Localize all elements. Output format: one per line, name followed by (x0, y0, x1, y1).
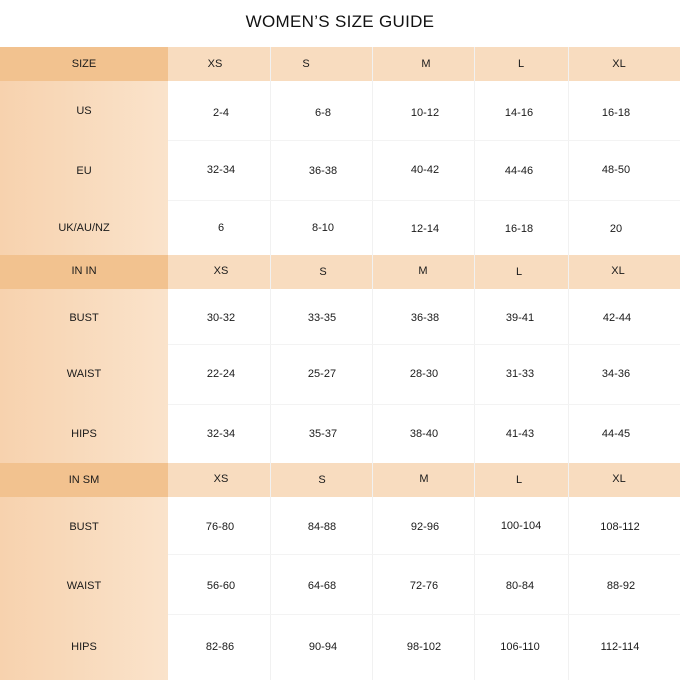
table-cell: 30-32 (206, 312, 236, 324)
column-header: S (318, 474, 326, 486)
table-cell: 14-16 (504, 107, 534, 119)
table-cell: 48-50 (601, 164, 631, 176)
table-cell: 90-94 (308, 641, 338, 653)
section-header-label: IN SM (68, 474, 100, 486)
row-label: EU (76, 165, 92, 177)
table-cell: 16-18 (601, 107, 631, 119)
table-cell: 82-86 (205, 641, 235, 653)
table-cell: 84-88 (307, 521, 337, 533)
table-cell: 8-10 (311, 222, 335, 234)
column-header: XL (612, 473, 626, 485)
table-cell: 22-24 (206, 368, 236, 380)
column-header: M (421, 58, 431, 70)
grid-line (168, 200, 680, 201)
row-label: WAIST (66, 580, 102, 592)
table-cell: 76-80 (205, 521, 235, 533)
grid-line (168, 344, 680, 345)
table-cell: 108-112 (600, 521, 640, 533)
grid-line (270, 47, 271, 680)
table-cell: 39-41 (505, 312, 535, 324)
table-cell: 6 (217, 222, 225, 234)
table-cell: 34-36 (601, 368, 631, 380)
table-cell: 72-76 (409, 580, 439, 592)
column-header: L (515, 474, 523, 486)
table-cell: 100-104 (500, 520, 542, 532)
grid-line (568, 47, 569, 680)
column-header: XS (213, 473, 229, 485)
section-header-label: SIZE (71, 58, 97, 70)
row-label: HIPS (71, 641, 97, 653)
grid-line (168, 614, 680, 615)
grid-line (372, 47, 373, 680)
section-header-label: IN IN (71, 265, 97, 277)
table-cell: 80-84 (505, 580, 535, 592)
column-header: L (515, 266, 523, 278)
row-label: HIPS (71, 428, 97, 440)
table-cell: 106-110 (500, 641, 540, 653)
table-cell: 42-44 (602, 312, 632, 324)
column-header: XL (611, 265, 625, 277)
row-label: BUST (69, 521, 99, 533)
table-cell: 41-43 (505, 428, 535, 440)
column-header: S (319, 266, 327, 278)
column-header: XS (207, 58, 223, 70)
table-cell: 44-46 (504, 165, 534, 177)
table-cell: 36-38 (410, 312, 440, 324)
table-cell: 33-35 (307, 312, 337, 324)
page-title: WOMEN’S SIZE GUIDE (245, 12, 435, 31)
table-cell: 64-68 (307, 580, 337, 592)
column-header: XS (213, 265, 229, 277)
table-cell: 20 (609, 223, 623, 235)
table-cell: 98-102 (406, 641, 442, 653)
table-cell: 25-27 (307, 368, 337, 380)
grid-line (474, 47, 475, 680)
column-header: M (418, 265, 428, 277)
column-header: XL (612, 58, 626, 70)
table-cell: 2-4 (213, 107, 229, 119)
grid-line (168, 404, 680, 405)
table-cell: 88-92 (606, 580, 636, 592)
table-cell: 38-40 (409, 428, 439, 440)
column-header: L (517, 58, 525, 70)
column-header: S (302, 58, 310, 70)
table-cell: 36-38 (308, 165, 338, 177)
column-header: M (419, 473, 429, 485)
table-cell: 112-114 (600, 641, 640, 653)
table-cell: 35-37 (308, 428, 338, 440)
table-cell: 31-33 (505, 368, 535, 380)
table-cell: 16-18 (504, 223, 534, 235)
table-cell: 44-45 (601, 428, 631, 440)
table-cell: 12-14 (410, 223, 440, 235)
row-label: UK/AU/NZ (58, 222, 110, 234)
table-cell: 32-34 (206, 428, 236, 440)
table-cell: 10-12 (410, 107, 440, 119)
row-label: US (76, 105, 92, 117)
grid-line (168, 554, 680, 555)
table-cell: 6-8 (315, 107, 331, 119)
table-cell: 32-34 (206, 164, 236, 176)
table-cell: 28-30 (409, 368, 439, 380)
row-label: WAIST (66, 368, 102, 380)
table-cell: 40-42 (410, 164, 440, 176)
grid-line (168, 140, 680, 141)
row-label: BUST (69, 312, 99, 324)
table-cell: 56-60 (206, 580, 236, 592)
table-cell: 92-96 (410, 521, 440, 533)
